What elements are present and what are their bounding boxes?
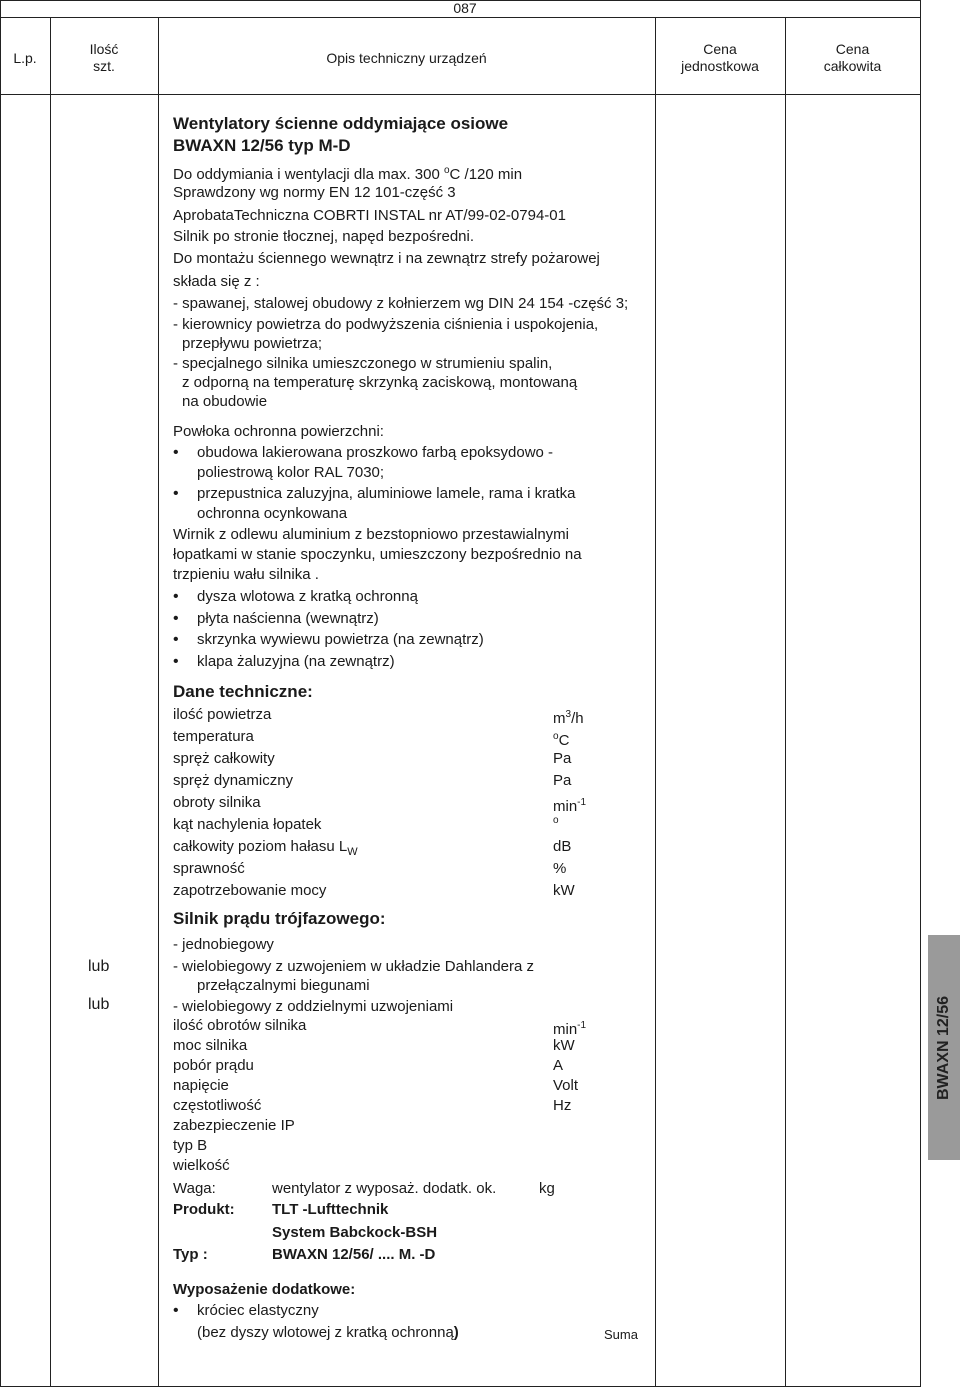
motor-label: moc silnika [173, 1037, 248, 1054]
motor-label: typ B [173, 1137, 208, 1154]
accessory-note: (bez dyszy wlotowej z kratką ochronną) [197, 1324, 459, 1341]
product-label: Produkt: [173, 1201, 235, 1218]
header-qty-line1: Ilość [89, 41, 119, 57]
tech-unit: kW [553, 882, 575, 899]
type-value: BWAXN 12/56/ .... M. -D [272, 1246, 436, 1263]
header-qty [50, 41, 158, 75]
header-unit-line1: Cena [703, 41, 737, 57]
bullet-icon: • [173, 1302, 179, 1319]
col-divider-1 [50, 17, 51, 1387]
motor-label: wielkość [173, 1157, 230, 1174]
coating-bullet-2b: ochronna ocynkowana [197, 505, 348, 522]
side-tab [928, 935, 960, 1160]
impeller-line-1: Wirnik z odlewu aluminium z bezstopniowo przestawialnymi [173, 526, 569, 543]
table-bottom-border [0, 1386, 920, 1387]
accessories-heading: Wyposażenie dodatkowe: [173, 1281, 356, 1298]
header-unit-line2: jednostkowa [681, 58, 759, 74]
bullet-icon: • [173, 444, 179, 461]
intro-line-12: na obudowie [182, 393, 268, 410]
impeller-line-3: trzpieniu wału silnika . [173, 566, 319, 583]
tech-label: kąt nachylenia łopatek [173, 816, 322, 833]
motor-option-2: - wielobiegowy z uzwojeniem w układzie Dahlandera z [173, 958, 535, 975]
motor-label: zabezpieczenie IP [173, 1117, 295, 1134]
product-model: BWAXN 12/56 typ M-D [173, 136, 351, 155]
col-divider-3 [655, 17, 656, 1387]
tech-label: sprawność [173, 860, 245, 877]
tech-label: spręż dynamiczny [173, 772, 294, 789]
intro-line-5: Do montażu ściennego wewnątrz i na zewnątrz strefy pożarowej [173, 250, 600, 267]
tech-label: temperatura [173, 728, 254, 745]
lub-label: lub [88, 958, 110, 975]
intro-line-7: - spawanej, stalowej obudowy z kołnierzem wg DIN 24 154 -część 3; [173, 295, 629, 312]
side-tab-label: BWAXN 12/56 [935, 995, 952, 1100]
tech-unit: $^o$C [553, 731, 570, 749]
intro-line-8: - kierownicy powietrza do podwyższenia ciśnienia i uspokojenia, [173, 316, 599, 333]
tech-unit: $m^3/h$ [553, 709, 584, 727]
motor-unit: Hz [553, 1097, 572, 1114]
motor-label: ilość obrotów silnika [173, 1017, 307, 1034]
tech-unit: % [553, 860, 567, 877]
bullet-icon: • [173, 653, 179, 670]
motor-unit: A [553, 1057, 564, 1074]
header-bottom-border [0, 94, 920, 95]
component-item: dysza wlotowa z kratką ochronną [197, 588, 418, 605]
tech-unit: Pa [553, 772, 572, 789]
tech-label: obroty silnika [173, 794, 261, 811]
weight-unit: kg [539, 1180, 555, 1197]
coating-heading: Powłoka ochronna powierzchni: [173, 423, 384, 440]
motor-option-3: - wielobiegowy z oddzielnymi uzwojeniami [173, 998, 454, 1015]
intro-line-11: z odporną na temperaturę skrzynką zaciskową, montowaną [182, 374, 578, 391]
product-title: Wentylatory ścienne oddymiające osiowe [173, 114, 509, 133]
tech-unit: $\min^{-1}$ [553, 797, 587, 815]
page-number-border [0, 17, 920, 18]
coating-bullet-2a: przepustnica zaluzyjna, aluminiowe lamele, rama i kratka [197, 485, 576, 502]
intro-line-9: przepływu powietrza; [182, 335, 323, 352]
motor-unit: Volt [553, 1077, 579, 1094]
product-value-1: TLT -Lufttechnik [272, 1201, 389, 1218]
tech-label: ilość powietrza [173, 706, 272, 723]
intro-line-6: składa się z : [173, 273, 260, 290]
tech-unit: dB [553, 838, 572, 855]
motor-option-1: - jednobiegowy [173, 936, 274, 953]
motor-label: napięcie [173, 1077, 229, 1094]
type-label: Typ : [173, 1246, 208, 1263]
sum-label: Suma [604, 1327, 638, 1342]
tech-heading: Dane techniczne: [173, 682, 313, 701]
motor-label: pobór prądu [173, 1057, 254, 1074]
table-right-border [920, 0, 921, 1387]
col-divider-4 [785, 17, 786, 1387]
header-total-line2: całkowita [823, 58, 882, 74]
tech-label: całkowity poziom hałasu $L_W$ [173, 838, 358, 858]
motor-unit: $\min^{-1}$ [553, 1020, 587, 1038]
intro-line-4: Silnik po stronie tłocznej, napęd bezpośredni. [173, 228, 475, 245]
tech-unit: o [553, 815, 559, 826]
weight-value: wentylator z wyposaż. dodatk. ok. [272, 1180, 497, 1197]
header-unit-price [655, 41, 785, 75]
intro-line-1: Do oddymiania i wentylacji dla max. 300 $^o$C /120 min [173, 165, 523, 183]
lub-label: lub [88, 996, 110, 1013]
weight-label: Waga: [173, 1180, 216, 1197]
motor-heading: Silnik prądu trójfazowego: [173, 909, 386, 928]
component-item: skrzynka wywiewu powietrza (na zewnątrz) [197, 631, 484, 648]
header-qty-line2: szt. [93, 58, 115, 74]
header-total-price [785, 41, 920, 75]
bullet-icon: • [173, 588, 179, 605]
intro-line-2: Sprawdzony wg normy EN 12 101-część 3 [173, 184, 456, 201]
coating-bullet-1b: poliestrową kolor RAL 7030; [197, 464, 385, 481]
component-item: klapa żaluzyjna (na zewnątrz) [197, 653, 395, 670]
col-divider-2 [158, 17, 159, 1387]
bullet-icon: • [173, 485, 179, 502]
motor-option-2b: przełączalnymi biegunami [197, 977, 370, 994]
header-lp: L.p. [13, 50, 37, 66]
header-total-line1: Cena [835, 41, 870, 57]
component-item: płyta naścienna (wewnątrz) [197, 610, 379, 627]
tech-unit: Pa [553, 750, 572, 767]
bullet-icon: • [173, 631, 179, 648]
intro-line-3: AprobataTechniczna COBRTI INSTAL nr AT/99-02-0794-01 [173, 207, 566, 224]
bullet-icon: • [173, 610, 179, 627]
header-description: Opis techniczny urządzeń [326, 50, 487, 66]
coating-bullet-1a: obudowa lakierowana proszkowo farbą epoksydowo - [197, 444, 554, 461]
accessory-item: króciec elastyczny [197, 1302, 319, 1319]
tech-label: spręż całkowity [173, 750, 275, 767]
motor-label: częstotliwość [173, 1097, 262, 1114]
tech-label: zapotrzebowanie mocy [173, 882, 327, 899]
intro-line-10: - specjalnego silnika umieszczonego w strumieniu spalin, [173, 355, 553, 372]
table-left-border [0, 0, 1, 1387]
motor-unit: kW [553, 1037, 575, 1054]
page-number: 087 [453, 0, 477, 16]
product-value-2: System Babckock-BSH [272, 1224, 438, 1241]
impeller-line-2: łopatkami w stanie spoczynku, umieszczony bezpośrednio na [173, 546, 582, 563]
